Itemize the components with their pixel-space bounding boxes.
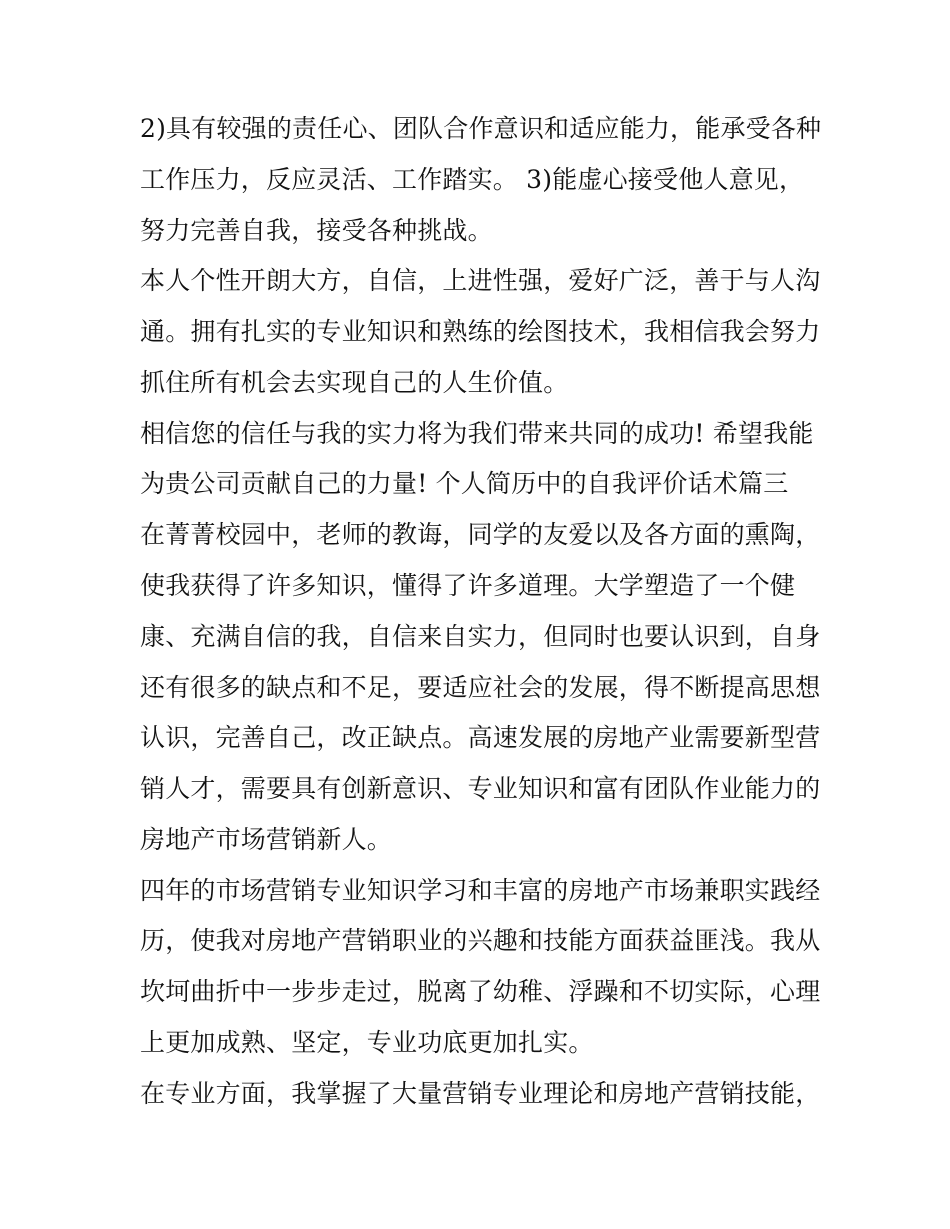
text-line: 上更加成熟、坚定，专业功底更加扎实。 <box>140 1028 594 1057</box>
text-line: 为贵公司贡献自己的力量! 个人简历中的自我评价话术篇三 <box>140 469 789 498</box>
text-line: 工作压力，反应灵活、工作踏实。 3)能虚心接受他人意见， <box>140 165 805 194</box>
text-line: 销人才，需要具有创新意识、专业知识和富有团队作业能力的 <box>140 774 821 803</box>
text-line: 在菁菁校园中，老师的教诲，同学的友爱以及各方面的熏陶， <box>140 520 821 549</box>
text-line: 房地产市场营销新人。 <box>140 825 393 854</box>
text-line: 历，使我对房地产营销职业的兴趣和技能方面获益匪浅。我从 <box>140 926 821 955</box>
text-line: 康、充满自信的我，自信来自实力，但同时也要认识到，自身 <box>140 622 821 651</box>
text-line: 认识，完善自己，改正缺点。高速发展的房地产业需要新型营 <box>140 723 821 752</box>
text-line: 努力完善自我，接受各种挑战。 <box>140 216 493 245</box>
text-line: 还有很多的缺点和不足，要适应社会的发展，得不断提高思想 <box>140 673 821 702</box>
text-line: 通。拥有扎实的专业知识和熟练的绘图技术，我相信我会努力 <box>140 317 821 346</box>
text-line: 在专业方面，我掌握了大量营销专业理论和房地产营销技能， <box>140 1079 821 1108</box>
text-line: 2)具有较强的责任心、团队合作意识和适应能力，能承受各种 <box>140 114 822 143</box>
text-line: 使我获得了许多知识，懂得了许多道理。大学塑造了一个健 <box>140 571 796 600</box>
text-line: 本人个性开朗大方，自信，上进性强，爱好广泛，善于与人沟 <box>140 266 821 295</box>
text-line: 四年的市场营销专业知识学习和丰富的房地产市场兼职实践经 <box>140 876 821 905</box>
text-line: 抓住所有机会去实现自己的人生价值。 <box>140 368 569 397</box>
text-line: 相信您的信任与我的实力将为我们带来共同的成功! 希望我能 <box>140 419 814 448</box>
text-line: 坎坷曲折中一步步走过，脱离了幼稚、浮躁和不切实际，心理 <box>140 977 821 1006</box>
